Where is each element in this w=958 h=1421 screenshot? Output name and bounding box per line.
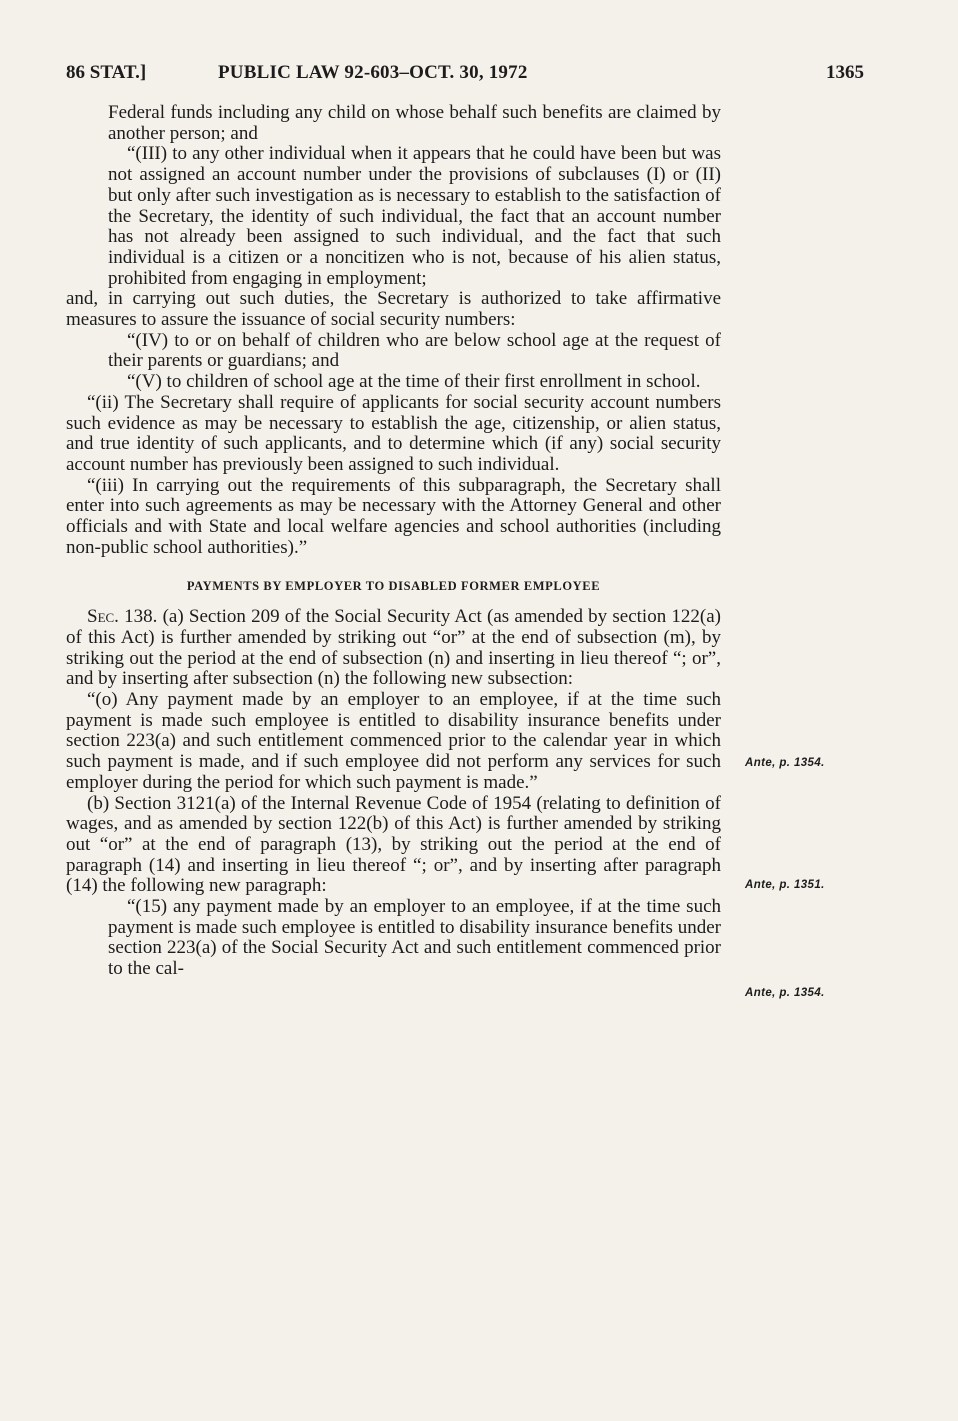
- margin-note-ante-1351: Ante, p. 1351.: [745, 879, 825, 891]
- paragraph-paragraph-15: “(15) any payment made by an employer to an employee, if at the time such payment is made such employee is entitled to disability insurance benefits under section 223(a) of the Social Security Act and such entitlement commenced prior to the cal-: [108, 896, 721, 980]
- paragraph-sec-138-b: (b) Section 3121(a) of the Internal Revenue Code of 1954 (relating to definition of wages, and as amended by section 122(b) of this Act) is further amended by striking out “or” at the end of paragraph (13), by striking out the period at the end of paragraph (14) and inserting in lieu thereof “; or”, and by inserting after paragraph (14) the following new paragraph:: [66, 792, 721, 897]
- section-label: Sec. 138.: [87, 606, 158, 628]
- section-caption: PAYMENTS BY EMPLOYER TO DISABLED FORMER EMPLOYEE: [186, 579, 601, 594]
- paragraph-subclause-IV: “(IV) to or on behalf of children who are below school age at the request of their parents or guardians; and: [108, 329, 721, 372]
- margin-note-ante-1354: Ante, p. 1354.: [745, 757, 825, 769]
- paragraph-clause-ii: “(ii) The Secretary shall require of applicants for social security account numbers such evidence as may be necessary to establish the age, citizenship, or alien status, and true identity of such applicants, and to determine which (if any) social security account number has previously been assigned to such individual.: [66, 391, 721, 475]
- running-header: [66, 62, 866, 84]
- law-title: PUBLIC LAW 92-603–OCT. 30, 1972: [218, 62, 528, 83]
- paragraph-sec-138-a: [66, 607, 721, 690]
- show-through-text: [658, 1210, 718, 1211]
- paragraph-subsection-o: “(o) Any payment made by an employer to an employee, if at the time such payment is made such employee is entitled to disability insurance benefits under section 223(a) and such entitlement commenced prior to the calendar year in which such payment is made, and if such employee did not perform any services for such employer during the period for which such payment is made.”: [66, 688, 721, 793]
- sec-138-a-text: (a) Section 209 of the Social Security Act (as amended by section 122(a) of this Act) is further amended by striking out “or” at the end of subsection (m), by striking out the period at the end of subsection (n) and inserting in lieu thereof “; or”, and by inserting after subsection (n) the following new subsection:: [66, 606, 721, 690]
- page-number: 1365: [826, 62, 864, 83]
- margin-note-ante-1354-b: Ante, p. 1354.: [745, 987, 825, 999]
- paragraph-federal-funds: Federal funds including any child on whose behalf such benefits are claimed by another person; and: [108, 102, 721, 144]
- paragraph-affirmative-measures: and, in carrying out such duties, the Secretary is authorized to take affirmative measures to assure the issuance of social security numbers:: [66, 288, 721, 331]
- paragraph-subclause-V: “(V) to children of school age at the time of their first enrollment in school.: [127, 371, 701, 393]
- body-text: [66, 103, 721, 980]
- paragraph-subclause-III: “(III) to any other individual when it appears that he could have been but was not assigned an account number under the provisions of subclauses (I) or (II) but only after such investigation as is necessary to establish to the satisfaction of the Secretary, the identity of such individual, the fact that an account number has not already been assigned to such individual, and the fact that such individual is a citizen or a noncitizen who is not, because of his alien status, prohibited from engaging in employment;: [108, 143, 721, 289]
- stat-reference: 86 STAT.]: [66, 62, 147, 83]
- paragraph-clause-iii: “(iii) In carrying out the requirements of this subparagraph, the Secretary shall enter into such agreements as may be necessary with the Attorney General and other officials and with State and local welfare agencies and school authorities (including non-public school authorities).”: [66, 474, 721, 558]
